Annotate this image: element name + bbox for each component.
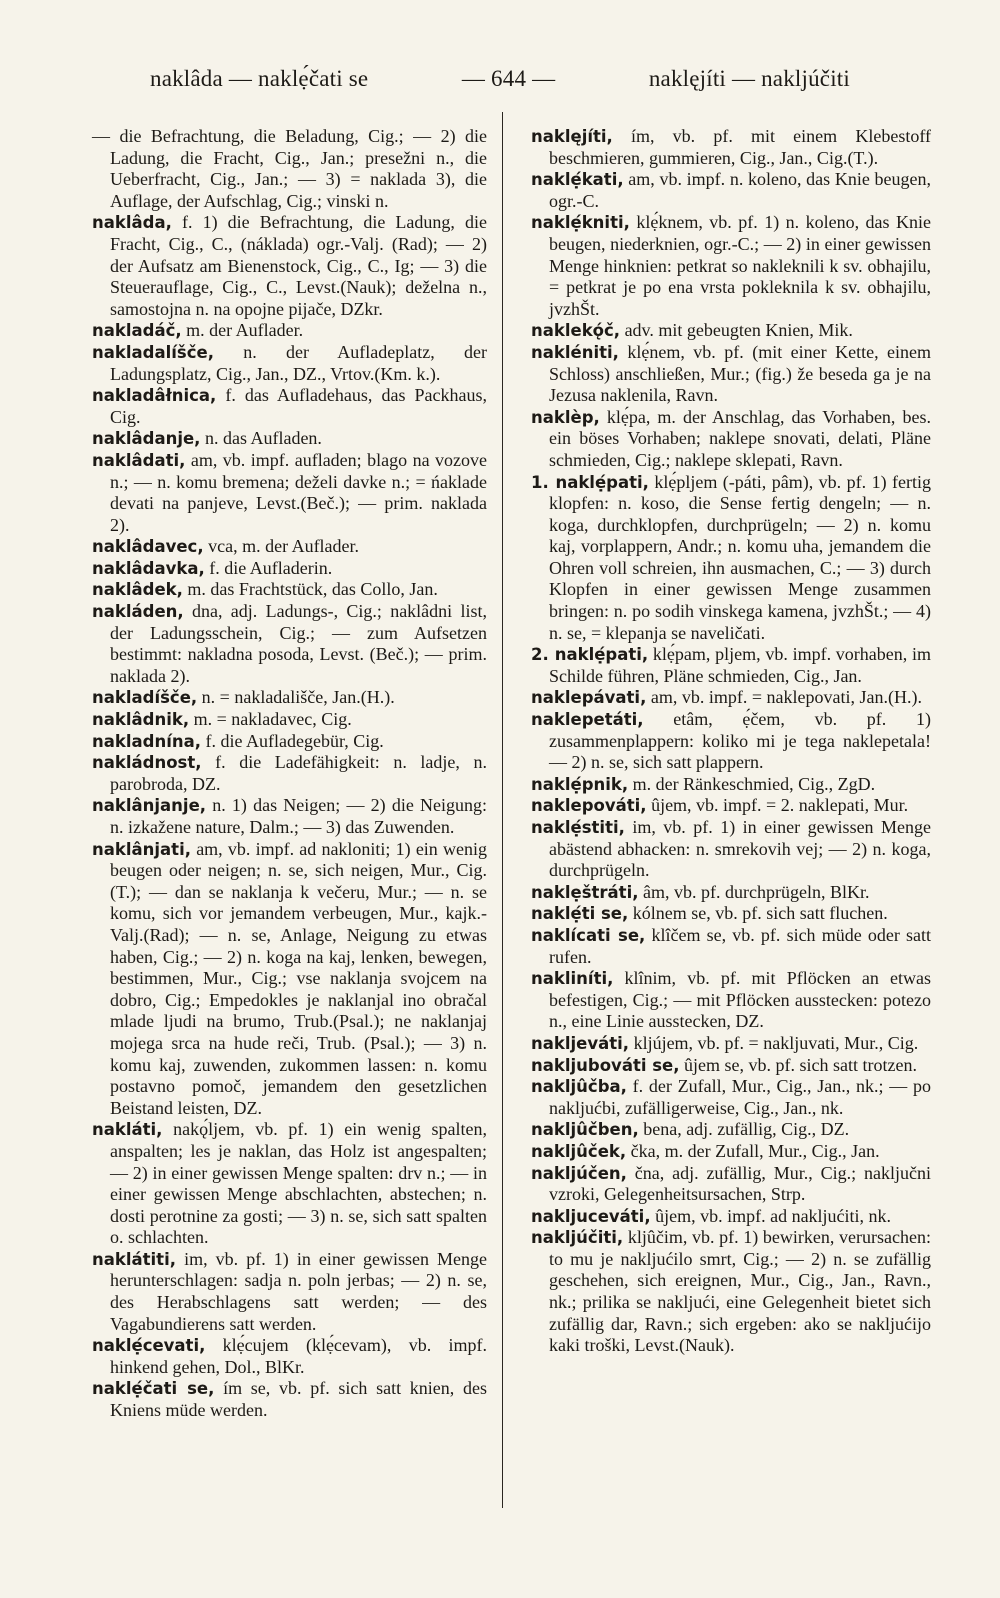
entry-definition: ûjem, vb. impf. ad nakljućiti, nk. bbox=[650, 1205, 892, 1226]
entry-headword: naklèp, bbox=[531, 407, 600, 427]
entry-headword: naklјeváti, bbox=[531, 1033, 630, 1053]
right-column bbox=[531, 126, 931, 1357]
entry-definition: dna, adj. Ladungs-, Cig.; naklâdni list, der Ladungsschein, Cig.; — zum Aufsetzen bestimmt: nakladna posoda, Levst. (Beč.); — prim. naklada 2). bbox=[110, 601, 487, 686]
entry-definition: klẹ́pa, m. der Anschlag, das Vorhaben, bes. ein böses Vorhaben; naklepe snovati, delati, Pläne schmieden, Cig.; naklepe sklepati, Ravn. bbox=[549, 406, 931, 470]
dictionary-entry bbox=[531, 342, 931, 407]
dictionary-entry bbox=[531, 968, 931, 1033]
entry-definition: adv. mit gebeugten Knien, Mik. bbox=[620, 320, 853, 341]
dictionary-entry bbox=[531, 709, 931, 774]
dictionary-entry bbox=[531, 472, 931, 645]
entry-headword: naklepávati, bbox=[531, 688, 647, 708]
dictionary-entry bbox=[531, 407, 931, 472]
entry-headword: naklâdnik, bbox=[92, 710, 190, 730]
dictionary-entry bbox=[531, 169, 931, 212]
entry-headword: naklâdanje, bbox=[92, 429, 201, 449]
dictionary-entry bbox=[531, 687, 931, 709]
dictionary-entry bbox=[531, 774, 931, 796]
dictionary-entry bbox=[92, 1119, 487, 1249]
entry-headword: naklẹ́stiti, bbox=[531, 818, 625, 837]
entry-headword: nakladáč, bbox=[92, 321, 182, 341]
entry-definition: f. die Ladefähigkeit: n. ladje, n. parobroda, DZ. bbox=[110, 752, 487, 794]
entry-definition: — die Befrachtung, die Beladung, Cig.; — 2) die Ladung, die Fracht, Cig., Jan.; presežni n., die Ueberfracht, Cig., Jan.; — 3) = naklada 3), die Auflage, der Aufschlag, Cig.; vinski n. bbox=[92, 126, 487, 211]
entry-definition: âm, vb. pf. durchprügeln, BlKr. bbox=[638, 881, 870, 902]
entry-headword: nakljuceváti, bbox=[531, 1206, 651, 1226]
dictionary-entry bbox=[92, 320, 487, 342]
dictionary-entry bbox=[92, 709, 487, 731]
dictionary-entry bbox=[92, 450, 487, 536]
entry-definition: bena, adj. zufällig, Cig., DZ. bbox=[638, 1119, 850, 1140]
entry-headword: naklẹ́kati, bbox=[531, 170, 624, 190]
entry-headword: naklepováti, bbox=[531, 796, 647, 816]
entry-headword: naklẹ́kniti, bbox=[531, 213, 630, 233]
entry-definition: klẹ́pam, pljem, vb. impf. vorhaben, im Schilde führen, Pläne schmieden, Cig., Jan. bbox=[549, 644, 931, 686]
entry-definition: ûjem, vb. impf. = 2. naklepati, Mur. bbox=[646, 795, 909, 816]
dictionary-entry bbox=[92, 536, 487, 558]
header-left: naklâda — naklẹ́čati se bbox=[150, 66, 369, 91]
entry-headword: naklâda, bbox=[92, 213, 172, 233]
dictionary-entry bbox=[531, 1119, 931, 1141]
entry-definition: m. der Auflader. bbox=[181, 320, 304, 341]
entry-headword: naklęjíti, bbox=[531, 127, 613, 146]
dictionary-entry bbox=[92, 752, 487, 795]
column-divider bbox=[502, 112, 503, 1508]
dictionary-entry bbox=[531, 1076, 931, 1119]
entry-headword: 1. naklẹ́pati, bbox=[531, 472, 649, 492]
dictionary-entry bbox=[531, 644, 931, 687]
dictionary-entry bbox=[92, 1378, 487, 1421]
entry-definition: m. = nakladavec, Cig. bbox=[189, 709, 352, 730]
dictionary-entry bbox=[92, 342, 487, 385]
entry-headword: nakljubováti se, bbox=[531, 1055, 680, 1075]
dictionary-entry bbox=[92, 579, 487, 601]
dictionary-entry bbox=[92, 839, 487, 1120]
entry-headword: naklânjanje, bbox=[92, 796, 207, 816]
dictionary-entry bbox=[531, 1163, 931, 1206]
dictionary-entry bbox=[92, 428, 487, 450]
dictionary-entry bbox=[531, 1206, 931, 1228]
dictionary-entry bbox=[531, 1227, 931, 1357]
dictionary-entry bbox=[92, 558, 487, 580]
entry-definition: klîčem se, vb. pf. sich müde oder satt rufen. bbox=[549, 924, 931, 967]
entry-headword: nakláden, bbox=[92, 602, 184, 622]
entry-definition: m. das Frachtstück, das Collo, Jan. bbox=[182, 579, 438, 600]
entry-headword: nakladâłnica, bbox=[92, 386, 217, 406]
dictionary-entry bbox=[531, 795, 931, 817]
dictionary-entry bbox=[92, 1249, 487, 1335]
header-right: naklęjíti — naklјúčiti bbox=[648, 66, 850, 91]
entry-headword: naklânjati, bbox=[92, 839, 191, 859]
entry-headword: naklẹ́cevati, bbox=[92, 1336, 206, 1356]
dictionary-entry bbox=[531, 1055, 931, 1077]
entry-headword: naklјúčen, bbox=[531, 1163, 627, 1183]
entry-definition: čka, m. der Zufall, Mur., Cig., Jan. bbox=[626, 1140, 880, 1161]
entry-definition: m. der Ränkeschmied, Cig., ZgD. bbox=[628, 773, 876, 794]
entry-headword: naklícati se, bbox=[531, 925, 646, 945]
entry-definition: kljújem, vb. pf. = nakljuvati, Mur., Cig. bbox=[629, 1032, 919, 1053]
entry-definition: kólnem se, vb. pf. sich satt fluchen. bbox=[628, 903, 888, 924]
entry-definition: čna, adj. zufällig, Mur., Cig.; naključni vzroki, Gelegenheitsursachen, Strp. bbox=[549, 1162, 931, 1205]
entry-headword: naklekǫ́č, bbox=[531, 321, 621, 341]
dictionary-entry bbox=[531, 126, 931, 169]
dictionary-entry bbox=[531, 320, 931, 342]
dictionary-entry bbox=[531, 1141, 931, 1163]
entry-definition: klẹ́knem, vb. pf. 1) n. koleno, das Knie beugen, niederknien, ogr.-C.; — 2) in einer gewissen Menge hinknien: petkrat so nakleknili k sv. obhajilu, = petkrat je po ena vrsta pokleknila k sv. obhajilu, jvzhŠt. bbox=[549, 212, 931, 319]
dictionary-entry bbox=[531, 903, 931, 925]
dictionary-entry bbox=[92, 1335, 487, 1378]
entry-headword: nakláti, bbox=[92, 1120, 163, 1140]
entry-headword: naklâdavec, bbox=[92, 537, 204, 557]
dictionary-entry bbox=[92, 212, 487, 320]
entry-definition: f. der Zufall, Mur., Cig., Jan., nk.; — po nakljućbi, zufälligerweise, Cig., Jan., nk. bbox=[549, 1076, 931, 1118]
entry-headword: 2. naklẹ́pati, bbox=[531, 645, 649, 665]
entry-definition: n. 1) das Neigen; — 2) die Neigung: n. izkažene nature, Dalm.; — 3) das Zuwenden. bbox=[110, 795, 487, 837]
entry-definition: am, vb. impf. = naklepovati, Jan.(H.). bbox=[646, 687, 922, 708]
entry-definition: im, vb. pf. 1) in einer gewissen Menge herunterschlagen: sadja n. poln jerbas; — 2) n. se, des Herabschlagens satt werden; — des Vagabundierens satt werden. bbox=[110, 1248, 487, 1334]
entry-headword: nakladíšče, bbox=[92, 688, 198, 708]
entry-headword: naklјúčiti, bbox=[531, 1228, 624, 1248]
entry-headword: naklẹ́pnik, bbox=[531, 774, 629, 794]
dictionary-entry bbox=[92, 795, 487, 838]
entry-definition: klẹ́cujem (klẹ́cevam), vb. impf. hinkend gehen, Dol., BlKr. bbox=[110, 1335, 487, 1377]
entry-headword: naklјûček, bbox=[531, 1141, 627, 1161]
entry-headword: naklẹ́ti se, bbox=[531, 904, 629, 924]
entry-definition: nakǫ́ljem, vb. pf. 1) ein wenig spalten, anspalten; les je naklan, das Holz ist angespalten; — 2) in einer gewissen Menge spalten: drv n.; — in einer gewissen Menge abschlachten, abstechen; n. dosti perotnine za gosti; — 3) n. se, sich satt spalten o. schlachten. bbox=[110, 1119, 487, 1248]
entry-definition: klînim, vb. pf. mit Pflöcken an etwas befestigen, Cig.; — mit Pflöcken ausstecken: potezo n., eine Linie ausstecken, DZ. bbox=[549, 968, 931, 1032]
entry-headword: nakliníti, bbox=[531, 969, 614, 989]
entry-headword: naklјûčben, bbox=[531, 1120, 639, 1140]
entry-definition: f. 1) die Befrachtung, die Ladung, die Fracht, Cig., C., (náklada) ogr.-Valj. (Rad); — 2) der Aufsatz am Bienenstock, Cig., C., Ig; — 3) die Steuerauflage, Cig., C., Levst.(Nauk); deželna n., samostojna n. na opojne pijače, DZkr. bbox=[110, 212, 487, 319]
entry-headword: nakladalíšče, bbox=[92, 342, 214, 362]
entry-definition: ím se, vb. pf. sich satt knien, des Kniens müde werden. bbox=[110, 1378, 487, 1421]
entry-headword: naklẹ́čati se, bbox=[92, 1379, 215, 1399]
entry-headword: nakléniti, bbox=[531, 342, 619, 362]
left-column bbox=[92, 126, 487, 1422]
entry-definition: am, vb. impf. aufladen; blago na vozove n.; — n. komu bremena; deželi davke n.; = ńaklade devati na panjeve, Levst.(Beč.); — prim. naklada 2). bbox=[110, 449, 487, 535]
entry-headword: naklepetáti, bbox=[531, 710, 644, 730]
dictionary-entry bbox=[531, 212, 931, 320]
entry-headword: naklẹštráti, bbox=[531, 882, 639, 902]
entry-headword: naklâdek, bbox=[92, 580, 183, 600]
entry-definition: f. das Aufladehaus, das Packhaus, Cig. bbox=[110, 385, 487, 427]
entry-definition: am, vb. impf. ad nakloniti; 1) ein wenig beugen oder neigen; n. se, sich neigen, Mur., Cig.(T.); — dan se naklanja k večeru, Mur.; — n. se komu, sich vor jemandem verbeugen, Mur., kajk.-Valj.(Rad); — n. se, Anlage, Neigung zu etwas haben, Cig.; — 2) n. koga na kaj, lenken, bewegen, bestimmen, Mur., Cig.; vse naklanja svojcem na dobro, Cig.; Empedokles je naklanjal ino obračal mlade ljudi na brumo, Trub.(Psal.); ne naklanjaj mojega srca na hude reči, Trub. (Psal.); — 3) n. komu kaj, zuwenden, zukommen lassen: n. komu postavno pomoč, jemandem den gesetzlichen Beistand leisten, DZ. bbox=[110, 838, 487, 1118]
entry-definition: ûjem se, vb. pf. sich satt trotzen. bbox=[679, 1054, 917, 1075]
dictionary-entry bbox=[92, 126, 487, 212]
entry-headword: nakladnína, bbox=[92, 731, 202, 751]
entry-definition: kljûčim, vb. pf. 1) bewirken, verursachen: to mu je nakljućilo smrt, Cig.; — 2) n. se zufällig geschehen, sich ereignen, Mur., Cig., Jan., Ravn., nk.; prilika se nakljući, eine Gelegenheit bietet sich zufällig dar, Ravn.; sich ergeben: ako se nakljućijo kaki troški, Levst.(Nauk). bbox=[549, 1227, 931, 1356]
entry-definition: klẹ́pljem (-páti, pâm), vb. pf. 1) fertig klopfen: n. koso, die Sense fertig dengeln; — n. koga, durchklopfen, durchprügeln; — 2) n. komu kaj, vorplappern, Andr.; n. komu uha, jemandem die Ohren voll schreien, ihn ausmachen, C.; — 3) durch Klopfen in einer gewissen Menge zusammen bringen: n. po sodih vinskega kamena, jvzhŠt.; — 4) n. se, = klepanja se naveličati. bbox=[549, 471, 931, 643]
running-header bbox=[150, 66, 850, 92]
entry-definition: klẹ́nem, vb. pf. (mit einer Kette, einem Schloss) anschließen, Mur.; (fig.) že beseda ga je na Jezusa naklenila, Ravn. bbox=[549, 341, 931, 406]
entry-definition: im, vb. pf. 1) in einer gewissen Menge abästend abhacken: n. smrekovih vej; — 2) n. koga, durchprügeln. bbox=[549, 817, 931, 881]
entry-definition: n. das Aufladen. bbox=[200, 428, 322, 449]
dictionary-entry bbox=[92, 731, 487, 753]
entry-definition: vca, m. der Auflader. bbox=[203, 536, 360, 557]
entry-headword: naklâdati, bbox=[92, 450, 186, 470]
entry-definition: ím, vb. pf. mit einem Klebestoff beschmieren, gummieren, Cig., Jan., Cig.(T.). bbox=[549, 126, 931, 168]
entry-headword: naklâdavka, bbox=[92, 558, 205, 578]
dictionary-entry bbox=[92, 385, 487, 428]
entry-definition: f. die Aufladerin. bbox=[204, 557, 333, 578]
dictionary-entry bbox=[531, 925, 931, 968]
entry-definition: etâm, ẹ́čem, vb. pf. 1) zusammenplappern: koliko mi je tega naklepetala! — 2) n. se, sich satt plappern. bbox=[549, 709, 931, 773]
dictionary-entry bbox=[92, 601, 487, 687]
dictionary-entry bbox=[531, 817, 931, 882]
entry-definition: f. die Aufladegebür, Cig. bbox=[201, 730, 384, 751]
entry-definition: am, vb. impf. n. koleno, das Knie beugen, ogr.-C. bbox=[549, 169, 931, 211]
entry-definition: n. der Aufladeplatz, der Ladungsplatz, Cig., Jan., DZ., Vrtov.(Km. k.). bbox=[110, 341, 487, 384]
entry-definition: n. = nakladališče, Jan.(H.). bbox=[197, 687, 395, 708]
entry-headword: naklјûčba, bbox=[531, 1077, 627, 1097]
entry-headword: naklátiti, bbox=[92, 1249, 176, 1269]
dictionary-entry bbox=[531, 1033, 931, 1055]
entry-headword: nakládnost, bbox=[92, 753, 202, 773]
dictionary-entry bbox=[531, 882, 931, 904]
page-number: — 644 — bbox=[461, 66, 556, 91]
dictionary-entry bbox=[92, 687, 487, 709]
